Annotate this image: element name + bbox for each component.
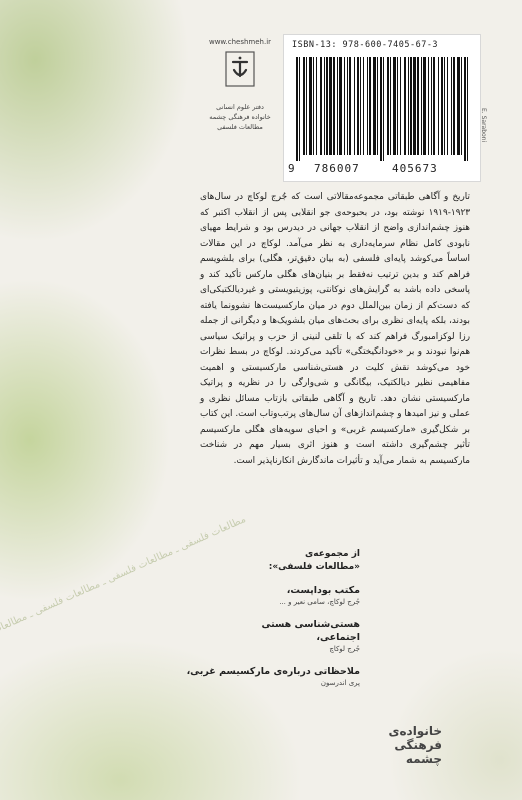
series-item-author: جُرج لوکاچ، سامی نعیر و ... (279, 598, 360, 606)
publisher-line-1: دفتر علوم انسانی (216, 103, 264, 111)
isbn-label: ISBN-13: 978-600-7405-67-3 (292, 40, 439, 50)
barcode-bars (292, 57, 472, 161)
publisher-line-2: خانواده فرهنگی چشمه (209, 113, 271, 121)
isbn-barcode (283, 34, 481, 182)
series-item-author: جُرج لوکاچ (329, 645, 360, 653)
series-name: «مطالعات فلسفی»: (268, 562, 360, 572)
series-item (170, 665, 360, 689)
series-heading: از مجموعه‌ی (305, 549, 360, 559)
series-list (186, 548, 360, 699)
back-cover-description: تاریخ و آگاهی طبقاتی مجموعه‌مقالاتی است که جُرج لوکاچ در سال‌های ۱۹۲۳-۱۹۱۹ نوشته بود، در بحبوحه‌ی جو انقلابی پس از انقلاب اکتبر که هنوز چشم‌اندازی واضح از انقلاب جهانی در دیدرس بود و شرایط مهیای نابودی کامل نظام سرمایه‌داری به نظر می‌آمد. لوکاچ در این مقالات اساساً می‌کوشد پایه‌ای فلسفی (به بیان دقیق‌تر، هگلی) برای بلشویسم فراهم کند و بدین ترتیب نه‌فقط بر بنیان‌های هگلی مارکس تأکید کند و پاسخی داده باشد به گرایش‌های نوکانتی، پوزیتیویستی و غیردیالکتیکی‌ای که دست‌کم از زمان بین‌الملل دوم در میان مارکسیست‌ها نشوونما یافته بودند، بلکه پایه‌ای نظری برای بحث‌های میان بلشویک‌ها و دیگرانی از جمله رزا لوکزامبورگ فراهم کند که با تلقی لنینی از حزب و پراتیک سیاسی هم‌نوا نبودند و بر «خودانگیختگی» تأکید می‌کردند. لوکاچ در بسط نظرات خود می‌کوشد نقش کلیت در هستی‌شناسی مارکسیستی و اهمیت مفاهیمی نظیر دیالکتیک، بیگانگی و شی‌وارگی را در نظریه و پراتیک مارکسیستی نشان دهد. تاریخ و آگاهی طبقاتی بازتاب مسائل نظری و عملی و نیز امیدها و چشم‌اندازهای آن سال‌های پرتب‌وتاب است. این کتاب بر شکل‌گیری «مارکسیسم غربی» و احیای سویه‌های هگلی مارکسیسم تأثیر چشم‌گیری داشته است و هنوز اثری بسیار مهم در شناخت مارکسیسم به شمار می‌آید و تأثیرات ماندگارش انکارناپذیر است. (200, 192, 470, 466)
publisher-website: www.cheshmeh.ir (208, 38, 272, 46)
series-item (220, 618, 360, 655)
barcode-digits-right: 405673 (392, 162, 438, 175)
series-item-title: ملاحظاتی درباره‌ی مارکسیسم غربی، (186, 666, 360, 677)
publisher-logo-icon (223, 50, 257, 94)
brand-line-1: خانواده‌ی (388, 724, 442, 738)
series-item-title: مکتب بوداپست، (286, 585, 360, 596)
designer-credit: E. Saraboni (480, 108, 487, 143)
barcode-digits-left: 786007 (314, 162, 360, 175)
publisher-brand-mark (362, 724, 442, 766)
barcode-digit-prefix: 9 (288, 162, 296, 175)
publisher-line-3: مطالعات فلسفی (217, 123, 263, 131)
brand-line-2: فرهنگی (394, 738, 442, 752)
publisher-block (200, 38, 280, 132)
series-item-title: هستی‌شناسی هستی اجتماعی، (261, 619, 360, 643)
series-item (220, 584, 360, 608)
series-item-author: پری اندرسون (320, 679, 360, 687)
brand-line-3: چشمه (405, 752, 442, 766)
